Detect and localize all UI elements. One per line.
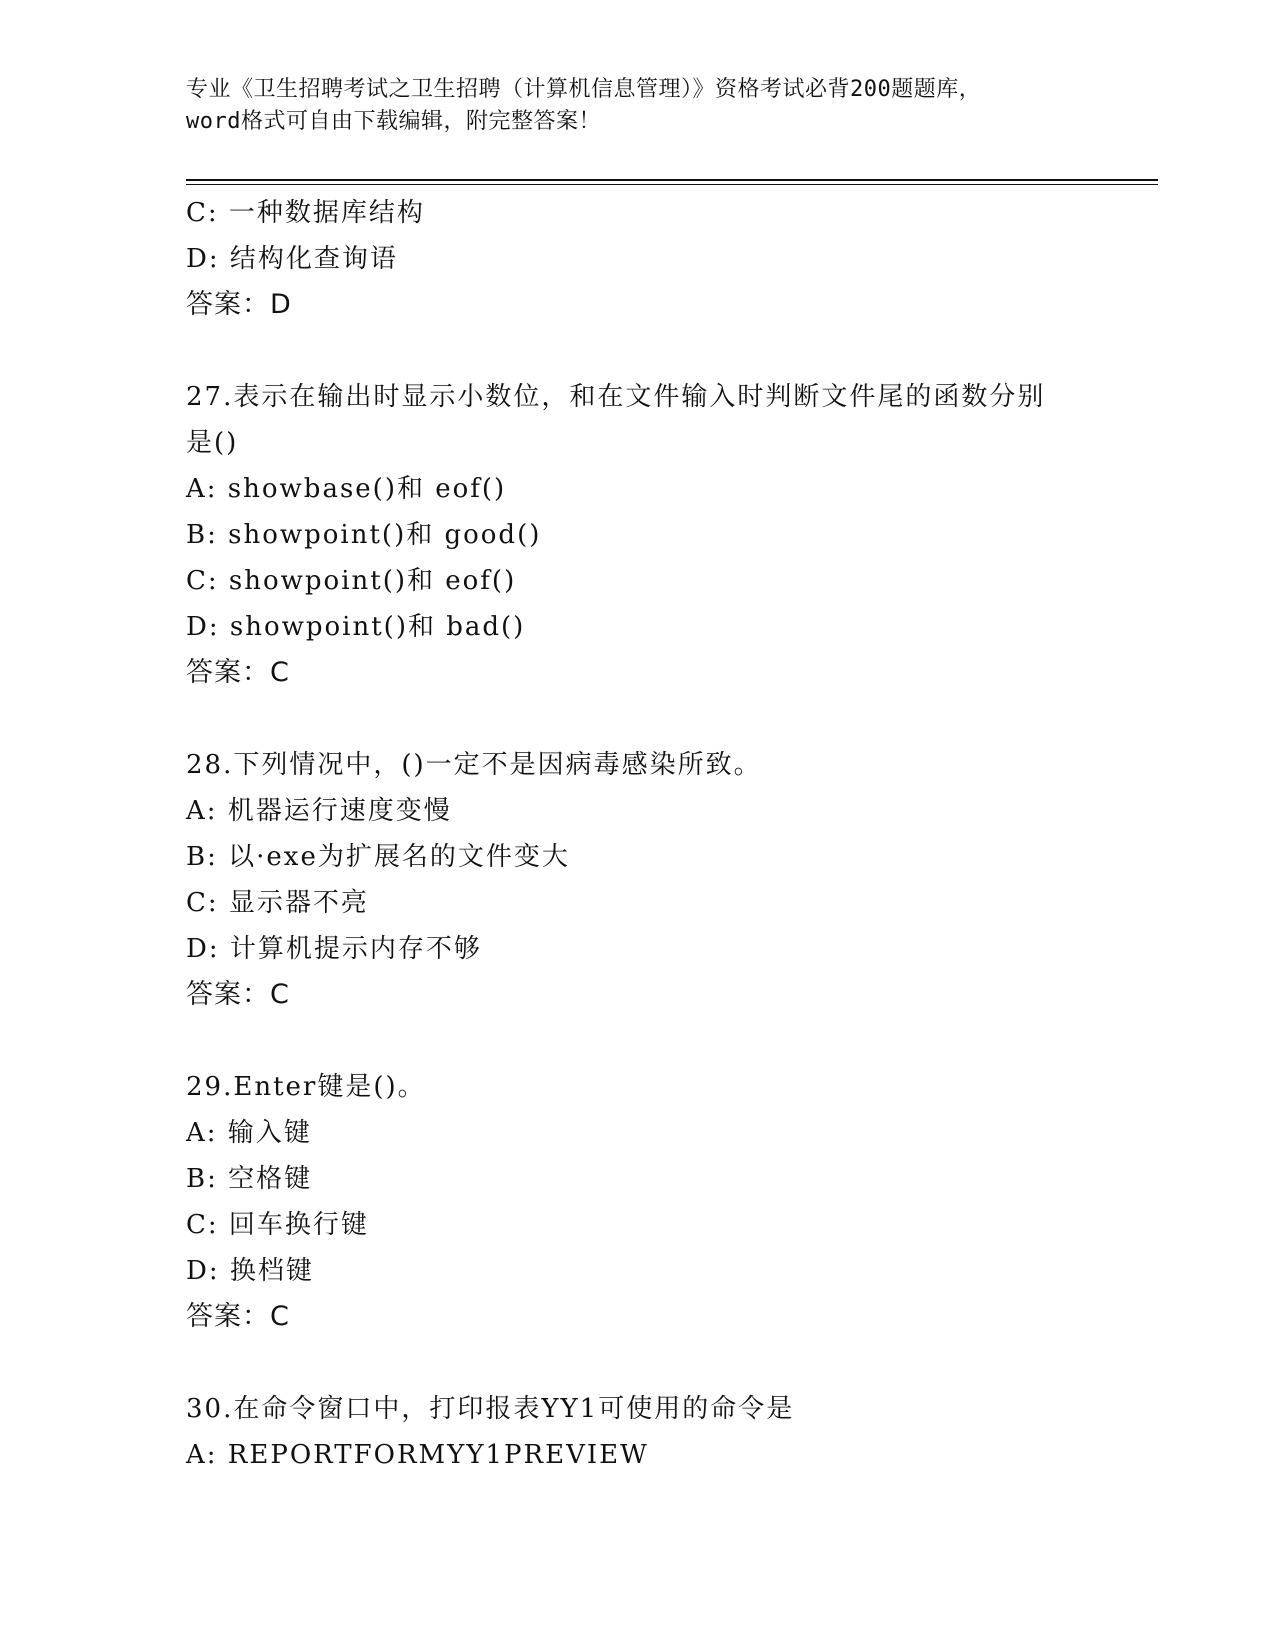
question-stem: 28.下列情况中，()一定不是因病毒感染所致。 xyxy=(186,750,762,780)
option-d: D: 结构化查询语 xyxy=(186,244,398,274)
question-stem-cont: 是() xyxy=(186,428,239,458)
answer: 答案：C xyxy=(186,979,290,1010)
option-d: D: 换档键 xyxy=(186,1256,314,1286)
answer: 答案：D xyxy=(186,289,292,320)
option-b: B: showpoint()和 good() xyxy=(186,520,542,550)
question-stem: 30.在命令窗口中，打印报表YY1可使用的命令是 xyxy=(186,1394,795,1424)
option-d: D: 计算机提示内存不够 xyxy=(186,934,482,964)
header-divider-thin xyxy=(186,184,1158,185)
option-c: C: 显示器不亮 xyxy=(186,888,369,918)
option-b: B: 空格键 xyxy=(186,1164,313,1194)
option-a: A: REPORTFORMYY1PREVIEW xyxy=(186,1440,649,1470)
question-27 xyxy=(186,374,1166,696)
header-line-2: word格式可自由下载编辑，附完整答案！ xyxy=(186,109,601,134)
option-a: A: showbase()和 eof() xyxy=(186,474,507,504)
option-d: D: showpoint()和 bad() xyxy=(186,612,526,642)
option-c: C: showpoint()和 eof() xyxy=(186,566,517,596)
option-b: B: 以·exe为扩展名的文件变大 xyxy=(186,842,570,872)
option-c: C: 回车换行键 xyxy=(186,1210,369,1240)
option-a: A: 机器运行速度变慢 xyxy=(186,796,452,826)
question-stem: 27.表示在输出时显示小数位，和在文件输入时判断文件尾的函数分别 xyxy=(186,382,1046,412)
question-28 xyxy=(186,742,1166,1018)
answer: 答案：C xyxy=(186,1301,290,1332)
question-stem: 29.Enter键是()。 xyxy=(186,1072,426,1102)
question-29 xyxy=(186,1064,1166,1340)
question-26-continuation xyxy=(186,190,1166,328)
question-list xyxy=(186,190,1166,1478)
header-line-1: 专业《卫生招聘考试之卫生招聘（计算机信息管理）》资格考试必背200题题库， xyxy=(186,77,982,102)
option-c: C: 一种数据库结构 xyxy=(186,198,425,228)
header-divider xyxy=(186,179,1158,181)
document-header xyxy=(186,74,1086,138)
option-a: A: 输入键 xyxy=(186,1118,312,1148)
question-30 xyxy=(186,1386,1166,1478)
answer: 答案：C xyxy=(186,657,290,688)
